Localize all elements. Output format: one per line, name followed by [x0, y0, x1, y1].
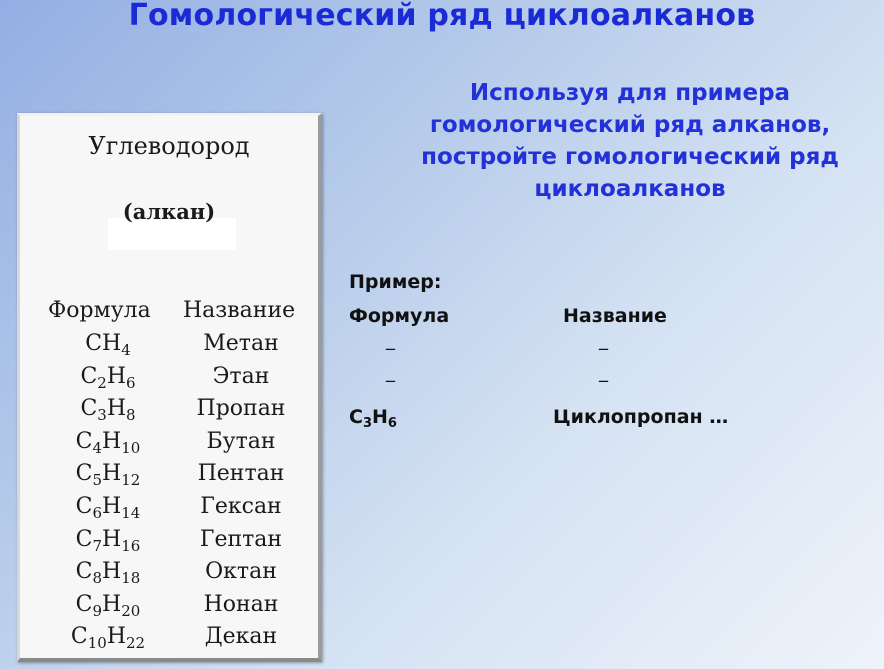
table-row — [20, 364, 318, 397]
carbon-count: 10 — [87, 634, 107, 653]
name-cell: Гексан — [200, 493, 282, 519]
table-row — [20, 429, 318, 462]
example-col-name: Название — [563, 305, 667, 327]
column-formula: Формула — [48, 298, 151, 323]
hydrogen-count: 22 — [126, 634, 146, 653]
hydrogen-count: 4 — [121, 341, 131, 359]
hydrogen-count: 20 — [121, 601, 141, 620]
carbon-count: 3 — [97, 406, 107, 425]
table-subheader: (алкан) — [122, 199, 216, 224]
formula-cell: $C_5H_{12}$ — [75, 461, 141, 490]
alkane-table-panel — [17, 113, 322, 662]
example-hydrogen-count: 6 — [387, 416, 397, 431]
formula-cell: $C_9H_{20}$ — [75, 591, 141, 620]
blank-formula-1: _ — [386, 330, 395, 351]
name-cell: Метан — [203, 331, 279, 356]
hydrogen-count: 18 — [121, 569, 141, 588]
table-header: Углеводород — [88, 132, 250, 160]
table-row — [20, 592, 318, 625]
formula-cell: $C_2H_6$ — [80, 363, 136, 392]
name-cell: Пентан — [197, 461, 285, 487]
name-cell: Декан — [204, 624, 278, 650]
task-line: Используя для примера — [469, 80, 791, 106]
example-label: Пример: — [349, 271, 442, 293]
example-name: Циклопропан … — [553, 406, 729, 428]
task-line: гомологический ряд алканов, — [429, 112, 831, 138]
formula-cell: $C_{10}H_{22}$ — [70, 624, 146, 653]
table-row — [20, 559, 318, 592]
task-line: циклоалканов — [534, 176, 726, 202]
table-row — [20, 494, 318, 527]
formula-cell: $C_6H_{14}$ — [75, 493, 141, 522]
carbon-count: 9 — [92, 601, 103, 620]
table-row — [20, 461, 318, 494]
name-cell: Октан — [205, 559, 277, 585]
name-cell: Нонан — [203, 591, 279, 617]
formula-cell: $C_3H_8$ — [80, 396, 136, 425]
example-formula: $C_3H_6$ — [349, 406, 397, 431]
table-row — [20, 527, 318, 560]
formula-cell: $C_8H_{18}$ — [75, 559, 141, 588]
name-cell: Пропан — [196, 396, 286, 422]
hydrogen-count: 14 — [121, 503, 141, 522]
hydrogen-count: 10 — [121, 438, 141, 457]
hydrogen-count: 6 — [126, 373, 136, 392]
blank-name-1: _ — [599, 330, 608, 351]
formula-cell: $CH_4$ — [85, 331, 131, 359]
slide-title: Гомологический ряд циклоалканов — [128, 0, 756, 33]
blank-name-2: _ — [599, 362, 608, 383]
carbon-count: 8 — [92, 569, 103, 588]
carbon-count: 5 — [92, 471, 103, 490]
carbon-count: 4 — [92, 438, 103, 457]
example-col-formula: Формула — [349, 305, 450, 327]
task-text — [395, 77, 865, 205]
hydrogen-count: 8 — [126, 406, 136, 425]
formula-cell: $C_7H_{16}$ — [75, 526, 141, 555]
name-cell: Гептан — [199, 526, 283, 552]
carbon-count: 2 — [97, 373, 107, 392]
carbon-count: 7 — [92, 536, 103, 555]
table-row — [20, 396, 318, 429]
carbon-count: 6 — [92, 503, 103, 522]
hydrogen-count: 12 — [121, 471, 141, 490]
table-row — [20, 624, 318, 657]
blank-formula-2: _ — [386, 362, 395, 383]
example-carbon-count: 3 — [362, 416, 372, 431]
hydrogen-count: 16 — [121, 536, 141, 555]
formula-cell: $C_4H_{10}$ — [75, 428, 141, 457]
name-cell: Этан — [212, 363, 270, 389]
task-line: постройте гомологический ряд — [421, 144, 839, 170]
column-name: Название — [183, 298, 296, 323]
table-rows — [20, 331, 318, 657]
table-row — [20, 331, 318, 364]
name-cell: Бутан — [206, 428, 276, 454]
